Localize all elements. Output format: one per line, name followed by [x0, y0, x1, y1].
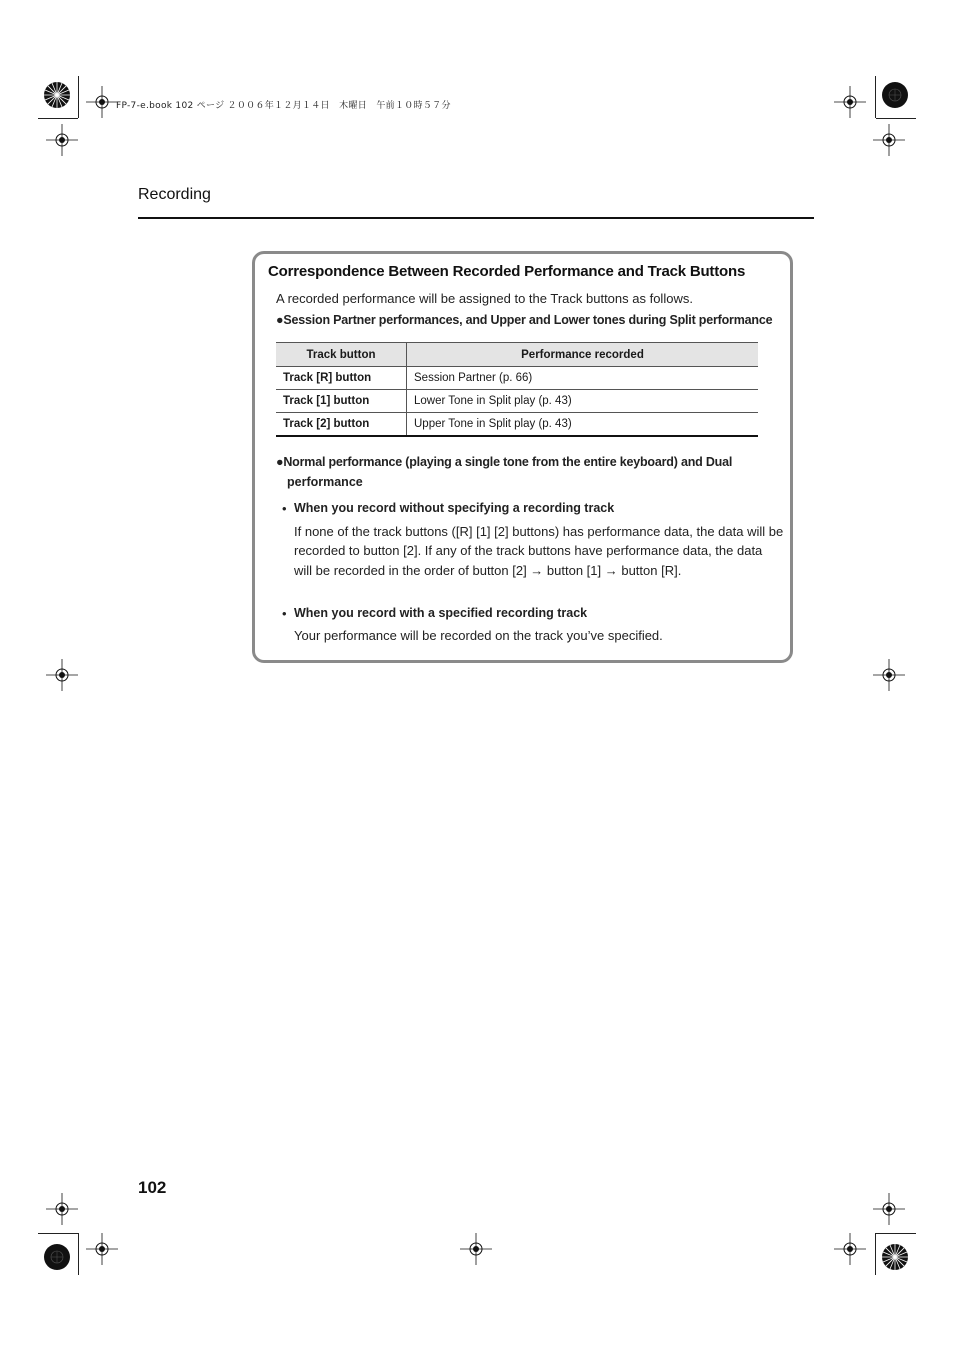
crop-line	[78, 1233, 79, 1275]
bullet2-text: Your performance will be recorded on the track you’ve specified.	[294, 628, 663, 643]
crop-line	[78, 76, 79, 118]
crosshair-icon	[46, 659, 78, 691]
crosshair-icon	[873, 659, 905, 691]
track-table	[276, 342, 758, 437]
crop-line	[875, 76, 876, 118]
table-cell-performance: Upper Tone in Split play (p. 43)	[407, 413, 759, 437]
bullet1-line1: If none of the track buttons ([R] [1] [2] buttons) has performance data, the data will be	[294, 524, 784, 539]
bullet-marker: •	[282, 606, 287, 621]
crosshair-icon	[46, 124, 78, 156]
crosshair-icon	[460, 1233, 492, 1265]
crosshair-icon	[86, 86, 118, 118]
crosshair-icon	[873, 124, 905, 156]
table-cell-track: Track [R] button	[276, 367, 407, 390]
table-header-track-button: Track button	[276, 343, 407, 367]
table-cell-track: Track [2] button	[276, 413, 407, 437]
registration-dot-icon	[881, 81, 909, 109]
page-number: 102	[138, 1178, 167, 1197]
bullet2-title: When you record with a specified recording track	[294, 606, 588, 620]
subheading-split: ●Session Partner performances, and Upper and Lower tones during Split performance	[276, 313, 773, 327]
crop-line	[876, 1233, 916, 1234]
crosshair-icon	[46, 1193, 78, 1225]
crop-line	[38, 1233, 78, 1234]
table-header-row	[276, 343, 758, 367]
crosshair-icon	[86, 1233, 118, 1265]
box-title: Correspondence Between Recorded Performance and Track Buttons	[268, 263, 746, 280]
bullet-marker: •	[282, 501, 287, 516]
table-row	[276, 390, 758, 413]
registration-sunburst-icon	[43, 81, 71, 109]
table-cell-performance: Lower Tone in Split play (p. 43)	[407, 390, 759, 413]
table-row	[276, 413, 758, 437]
table-row	[276, 367, 758, 390]
bullet1-line2: recorded to button [2]. If any of the track buttons have performance data, the data	[294, 543, 763, 558]
crosshair-icon	[834, 1233, 866, 1265]
subheading-normal-line1: ●Normal performance (playing a single tone from the entire keyboard) and Dual	[276, 455, 733, 469]
registration-sunburst-icon	[881, 1243, 909, 1271]
registration-dot-icon	[43, 1243, 71, 1271]
crosshair-icon	[834, 86, 866, 118]
subheading-normal-line2: performance	[287, 475, 363, 489]
bullet1-line3: will be recorded in the order of button [2] → button [1] → button [R].	[294, 563, 682, 578]
crop-line	[875, 1233, 876, 1275]
intro-text: A recorded performance will be assigned to the Track buttons as follows.	[276, 291, 693, 306]
file-info: FP-7-e.book 102 ページ ２００６年１２月１４日 木曜日 午前１０時５７分	[116, 101, 451, 111]
crop-line	[876, 118, 916, 119]
crop-line	[38, 118, 78, 119]
crosshair-icon	[873, 1193, 905, 1225]
header-rule	[138, 217, 814, 219]
bullet1-title: When you record without specifying a recording track	[294, 501, 615, 515]
table-header-performance: Performance recorded	[407, 343, 759, 367]
table-cell-performance: Session Partner (p. 66)	[407, 367, 759, 390]
section-header: Recording	[138, 186, 211, 203]
table-cell-track: Track [1] button	[276, 390, 407, 413]
